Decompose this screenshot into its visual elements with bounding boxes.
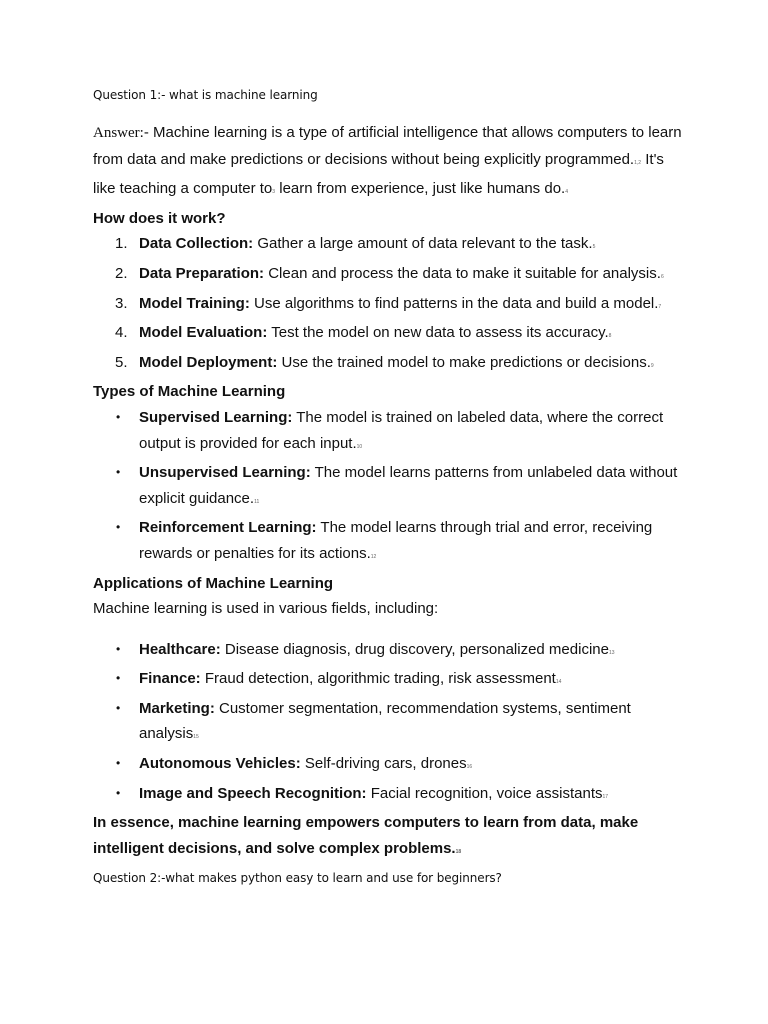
bullet-icon: • bbox=[116, 785, 121, 800]
type-label: Supervised Learning: bbox=[139, 408, 293, 426]
bullet-icon: • bbox=[116, 465, 121, 480]
types-list bbox=[93, 405, 683, 571]
app-text: Fraud detection, algorithmic trading, risk assessment bbox=[200, 670, 556, 688]
step-label: Model Training: bbox=[139, 294, 250, 312]
app-text: Disease diagnosis, drug discovery, personalized medicine bbox=[220, 640, 609, 658]
spacer bbox=[93, 622, 683, 637]
footnote-marker: 6 bbox=[660, 273, 664, 280]
footnote-marker: 8 bbox=[608, 333, 612, 340]
answer-paragraph bbox=[93, 120, 683, 206]
footnote-marker: 15 bbox=[193, 734, 199, 741]
step-label: Data Collection: bbox=[139, 235, 254, 253]
footnote-marker: 16 bbox=[466, 764, 473, 771]
footnote-marker: 13 bbox=[608, 649, 615, 656]
step-text: Use algorithms to find patterns in the data and build a model. bbox=[249, 294, 659, 312]
app-label: Healthcare: bbox=[139, 640, 221, 658]
step-number: 3. bbox=[115, 294, 128, 312]
question-2-heading: Question 2:-what makes python easy to learn and use for beginners? bbox=[93, 871, 502, 885]
applications-heading: Applications of Machine Learning bbox=[93, 574, 334, 592]
list-item bbox=[93, 405, 683, 460]
list-item bbox=[93, 781, 683, 811]
step-number: 5. bbox=[115, 353, 128, 371]
app-label: Marketing: bbox=[139, 699, 215, 717]
answer-label: Answer: bbox=[93, 125, 144, 141]
answer-text-1: - Machine learning is a type of artificial intelligence that allows computers to learn from data and make predictions or decisions without being explicitly programmed. bbox=[93, 124, 682, 168]
types-heading: Types of Machine Learning bbox=[93, 383, 286, 401]
answer-body bbox=[93, 120, 683, 865]
steps-list bbox=[93, 231, 683, 379]
footnote-marker: 7 bbox=[658, 303, 662, 310]
list-item bbox=[93, 637, 683, 667]
list-item bbox=[93, 231, 683, 261]
type-text: The model learns patterns from unlabeled data without explicit guidance. bbox=[139, 464, 678, 507]
step-number: 1. bbox=[115, 235, 128, 253]
step-text: Test the model on new data to assess its accuracy. bbox=[267, 324, 609, 342]
app-text: Customer segmentation, recommendation systems, sentiment analysis bbox=[139, 699, 631, 743]
bullet-icon: • bbox=[116, 671, 121, 686]
app-text: Self-driving cars, drones bbox=[300, 755, 467, 773]
conclusion-text: In essence, machine learning empowers computers to learn from data, make intelligent decisions, and solve complex problems. bbox=[93, 814, 639, 857]
app-text: Facial recognition, voice assistants bbox=[366, 784, 603, 802]
footnote-marker: 9 bbox=[650, 362, 654, 369]
footnote-marker: 5 bbox=[592, 244, 596, 251]
list-item bbox=[93, 320, 683, 350]
list-item bbox=[93, 515, 683, 570]
list-item bbox=[93, 751, 683, 781]
footnote-marker: 18 bbox=[455, 848, 462, 855]
applications-intro: Machine learning is used in various fields, including: bbox=[93, 600, 439, 618]
type-text: The model is trained on labeled data, where the correct output is provided for each input. bbox=[139, 408, 664, 452]
footnote-marker: 4 bbox=[565, 189, 568, 196]
app-label: Image and Speech Recognition: bbox=[139, 784, 367, 802]
footnote-marker: 17 bbox=[602, 793, 609, 800]
type-text: The model learns through trial and error, receiving rewards or penalties for its actions. bbox=[139, 519, 653, 562]
footnote-marker: 1,2 bbox=[634, 159, 642, 166]
step-text: Use the trained model to make predictions or decisions. bbox=[277, 353, 651, 371]
bullet-icon: • bbox=[116, 641, 121, 656]
list-item bbox=[93, 666, 683, 696]
list-item bbox=[93, 460, 683, 515]
answer-text-2: It's like teaching a computer to bbox=[93, 150, 664, 198]
footnote-marker: 3 bbox=[272, 189, 276, 196]
list-item bbox=[93, 350, 683, 380]
list-item bbox=[93, 291, 683, 321]
app-label: Autonomous Vehicles: bbox=[139, 755, 301, 773]
step-label: Model Deployment: bbox=[139, 353, 278, 371]
bullet-icon: • bbox=[116, 409, 121, 424]
conclusion-paragraph bbox=[93, 810, 683, 865]
step-number: 4. bbox=[115, 324, 128, 342]
applications-list bbox=[93, 637, 683, 811]
step-number: 2. bbox=[115, 264, 128, 282]
footnote-marker: 10 bbox=[356, 443, 363, 450]
footnote-marker: 12 bbox=[370, 553, 377, 560]
type-label: Reinforcement Learning: bbox=[139, 519, 317, 537]
step-label: Model Evaluation: bbox=[139, 324, 268, 342]
footnote-marker: 11 bbox=[254, 498, 260, 505]
list-item bbox=[93, 696, 683, 751]
bullet-icon: • bbox=[116, 520, 121, 535]
step-text: Clean and process the data to make it suitable for analysis. bbox=[264, 264, 661, 282]
app-label: Finance: bbox=[139, 670, 201, 688]
footnote-marker: 14 bbox=[555, 679, 562, 686]
answer-text-3: learn from experience, just like humans do. bbox=[275, 180, 566, 198]
bullet-icon: • bbox=[116, 700, 121, 715]
step-text: Gather a large amount of data relevant to the task. bbox=[253, 235, 593, 253]
question-1-heading: Question 1:- what is machine learning bbox=[93, 88, 318, 102]
type-label: Unsupervised Learning: bbox=[139, 464, 311, 482]
how-it-works-heading: How does it work? bbox=[93, 209, 226, 227]
step-label: Data Preparation: bbox=[139, 264, 265, 282]
list-item bbox=[93, 261, 683, 291]
bullet-icon: • bbox=[116, 756, 121, 771]
